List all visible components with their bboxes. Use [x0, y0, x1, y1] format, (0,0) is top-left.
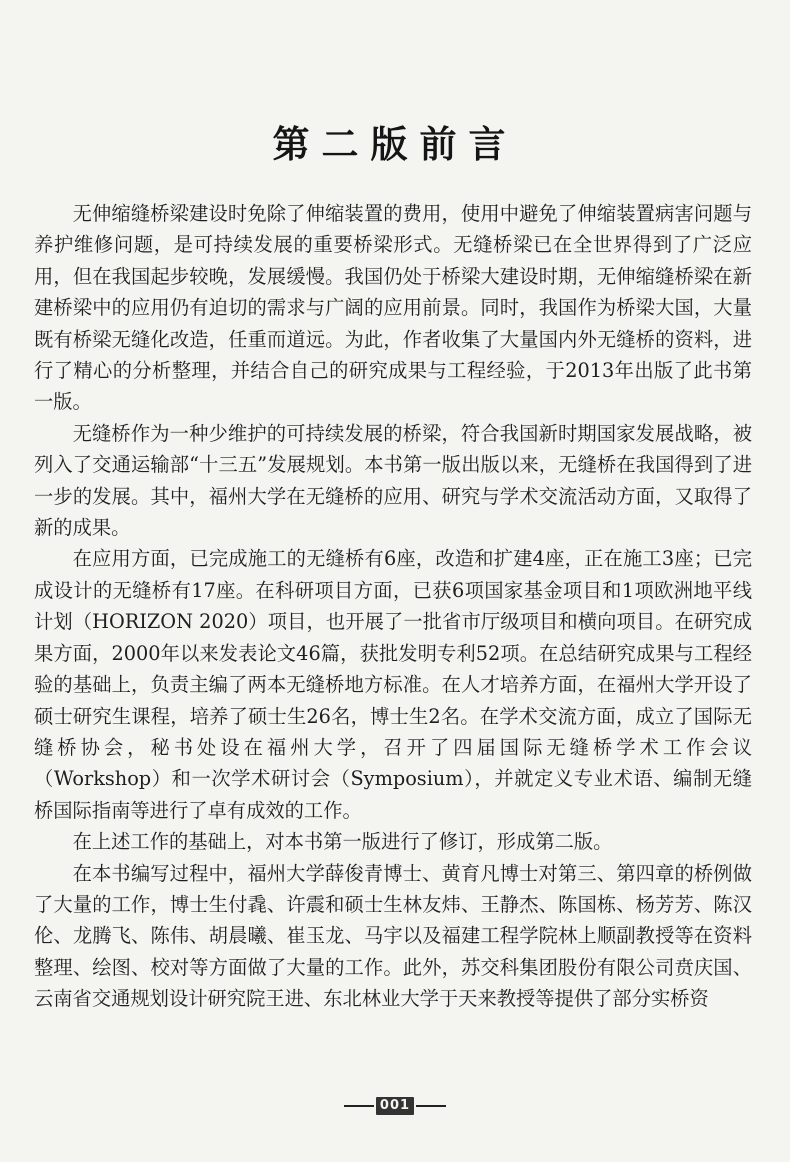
- paragraph-2: 无缝桥作为一种少维护的可持续发展的桥梁，符合我国新时期国家发展战略，被列入了交通运输部“十三五”发展规划。本书第一版出版以来，无缝桥在我国得到了进一步的发展。其中，福州大学在无缝桥的应用、研究与学术交流活动方面，又取得了新的成果。: [34, 421, 752, 540]
- right-rule: [416, 1105, 446, 1107]
- page-number: 001: [376, 1097, 414, 1115]
- page-title: 第二版前言: [272, 122, 518, 166]
- paragraph-5: 在本书编写过程中，福州大学薛俊青博士、黄育凡博士对第三、第四章的桥例做了大量的工作，博士生付毳、许震和硕士生林友炜、王静杰、陈国栋、杨芳芳、陈汉伦、龙腾飞、陈伟、胡晨曦、崔玉龙、马宇以及福建工程学院林上顺副教授等在资料整理、绘图、校对等方面做了大量的工作。此外，苏交科集团股份有限公司贲庆国、云南省交通规划设计研究院王进、东北林业大学于天来教授等提供了部分实桥资: [34, 861, 752, 1011]
- page-footer: [0, 1097, 790, 1115]
- body-text: [34, 198, 752, 1015]
- paragraph-1: 无伸缩缝桥梁建设时免除了伸缩装置的费用，使用中避免了伸缩装置病害问题与养护维修问题，是可持续发展的重要桥梁形式。无缝桥梁已在全世界得到了广泛应用，但在我国起步较晚，发展缓慢。我国仍处于桥梁大建设时期，无伸缩缝桥梁在新建桥梁中的应用仍有迫切的需求与广阔的应用前景。同时，我国作为桥梁大国，大量既有桥梁无缝化改造，任重而道远。为此，作者收集了大量国内外无缝桥的资料，进行了精心的分析整理，并结合自己的研究成果与工程经验，于2013年出版了此书第一版。: [34, 202, 752, 414]
- paragraph-4: 在上述工作的基础上，对本书第一版进行了修订，形成第二版。: [72, 830, 613, 854]
- paragraph-3: 在应用方面，已完成施工的无缝桥有6座，改造和扩建4座，正在施工3座；已完成设计的无缝桥有17座。在科研项目方面，已获6项国家基金项目和1项欧洲地平线计划（HORIZON 2020）项目，也开展了一批省市厅级项目和横向项目。在研究成果方面，2000年以来发表论文46篇，获批发明专利52项。在总结研究成果与工程经验的基础上，负责主编了两本无缝桥地方标准。在人才培养方面，在福州大学开设了硕士研究生课程，培养了硕士生26名，博士生2名。在学术交流方面，成立了国际无缝桥协会，秘书处设在福州大学，召开了四届国际无缝桥学术工作会议（Workshop）和一次学术研讨会（Symposium），并就定义专业术语、编制无缝桥国际指南等进行了卓有成效的工作。: [34, 547, 752, 822]
- left-rule: [344, 1105, 374, 1107]
